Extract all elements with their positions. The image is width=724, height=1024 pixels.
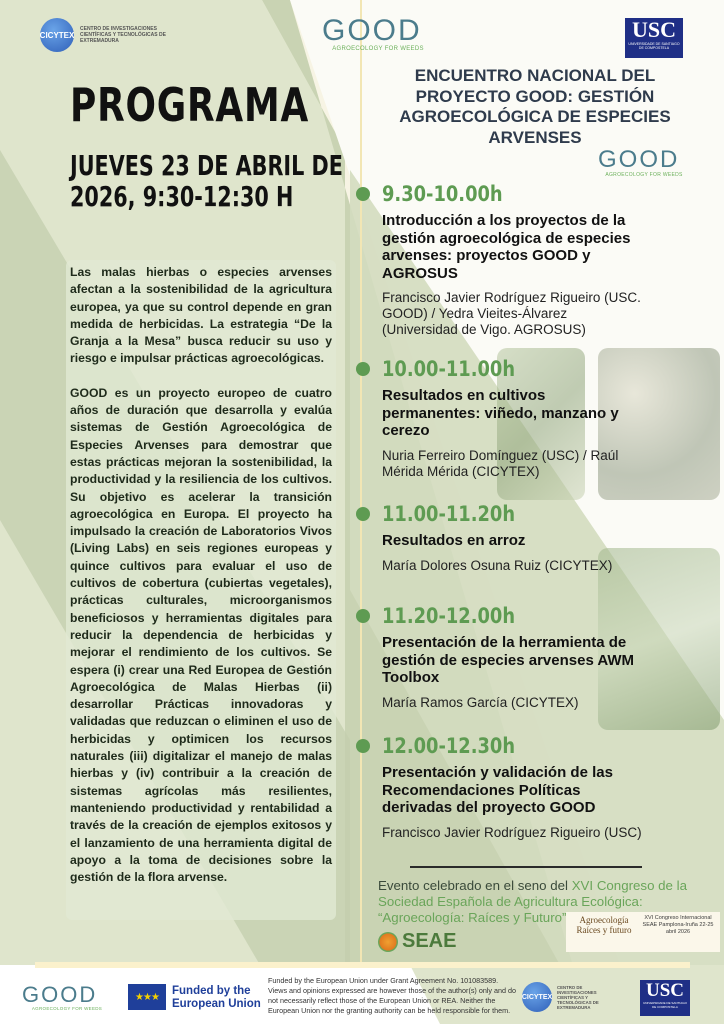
eu-disclaimer: Funded by the European Union under Grant Agreement No. 101083589. Views and opinions expressed are however those of the author(s) only and do not necessarily reflect those of the European Union or REA. Neither the European Union nor the granting authority can be held responsible for them. — [268, 976, 516, 1015]
usc-logo: USC UNIVERSIDADE DE SANTIAGO DE COMPOSTELA — [625, 18, 683, 58]
eu-funded-label: Funded by the European Union — [172, 985, 261, 1010]
timeline-dot-icon — [356, 187, 370, 201]
footer-usc-logo: USC UNIVERSIDADE DE SANTIAGO DE COMPOSTELA — [640, 980, 690, 1016]
schedule-item: 10.00-11.00h Resultados en cultivos permanentes: viñedo, manzano y cerezo Nuria Ferreiro Domínguez (USC) / Raúl Mérida Mérida (CICYTEX) — [382, 357, 642, 480]
congress-banner: Agroecología Raíces y futuro XVI Congreso Internacional SEAE Pamplona-Iruña 22-25 abril 2026 — [566, 912, 720, 952]
footer-good-logo: GOOD AGROECOLOGY FOR WEEDS — [22, 982, 103, 1011]
event-date: JUEVES 23 DE ABRIL DE 2026, 9:30-12:30 H — [70, 149, 343, 213]
good-logo: GOOD AGROECOLOGY FOR WEEDS — [322, 14, 424, 52]
schedule-item: 9.30-10.00h Introducción a los proyectos de la gestión agroecológica de especies arvenses: proyectos GOOD y AGROSUS Francisco Javier Rodríguez Rigueiro (USC. GOOD) / Yedra Vieites-Álvarez (Universidad de Vigo. AGROSUS) — [382, 182, 642, 338]
timeline-dot-icon — [356, 739, 370, 753]
intro-text-box — [66, 260, 336, 920]
footer-cicytex-logo: CICYTEX CENTRO DE INVESTIGACIONES CIENTÍFICAS Y TECNOLÓGICAS DE EXTREMADURA — [522, 982, 623, 1012]
schedule-item: 11.20-12.00h Presentación de la herramienta de gestión de especies arvenses AWM Toolbox María Ramos García (CICYTEX) — [382, 604, 642, 711]
seae-sun-icon — [378, 932, 398, 952]
timeline-dot-icon — [356, 362, 370, 376]
timeline-dot-icon — [356, 609, 370, 623]
good-logo-small: GOOD AGROECOLOGY FOR WEEDS — [598, 146, 683, 178]
congress-note: Evento celebrado en el seno del XVI Congreso de la Sociedad Española de Agricultura Ecológica: “Agroecología: Raíces y Futuro” — [378, 878, 687, 925]
cicytex-globe-icon: CICYTEX — [40, 18, 74, 52]
schedule-item: 12.00-12.30h Presentación y validación de las Recomendaciones Políticas derivadas del proyecto GOOD Francisco Javier Rodríguez Rigueiro (USC) — [382, 734, 642, 841]
programa-heading: PROGRAMA — [70, 78, 309, 132]
intro-paragraph: GOOD es un proyecto europeo de cuatro años de duración que desarrolla y evalúa sistemas de Gestión Agroecológica de Especies Arvenses para demostrar que estas prácticas mejoran la sostenibilidad, la productividad y la resiliencia de los cultivos. Su objetivo es acelerar la transición agroecológica en Europa. El proyecto ha impulsado la creación de Laboratorios Vivos (Living Labs) en seis regiones europeas y quince cultivos para evaluar el uso de cultivos de cobertura (cubiertas vegetales), prácticas culturales, microorganismos beneficiosos y herramientas digitales para reducir la dependencia de herbicidas y mejorar el rendimiento de los cultivos. Se espera (i) crear una Red Europea de Gestión Agroecológica de Malas Hierbas (ii) desarrollar Prácticas innovadoras y validadas que reduzcan o eliminen el uso de herbicidas y optimicen los recursos naturales (iii) digitalizar el manejo de malas hierbas y (iv) contribuir a la creación de sistemas agrícolas más resilientes, manteniendo productividad y rentabilidad a través de la creación de ejemplos exitosos y el lanzamiento de una herramienta digital de apoyo a la toma de decisiones sobre la gestión de la flora arvense. — [70, 385, 332, 885]
schedule-item: 11.00-11.20h Resultados en arroz María Dolores Osuna Ruiz (CICYTEX) — [382, 502, 642, 574]
timeline-dot-icon — [356, 507, 370, 521]
event-title: ENCUENTRO NACIONAL DEL PROYECTO GOOD: GESTIÓN AGROECOLÓGICA DE ESPECIES ARVENSES — [399, 66, 671, 147]
divider — [410, 866, 642, 868]
seae-logo: SEAE — [378, 930, 456, 953]
intro-paragraph: Las malas hierbas o especies arvenses afectan a la sostenibilidad de la agricultura europea, ya que su control depende en gran medida de herbicidas. La estrategia “De la Granja a la Mesa” busca reducir su uso y riesgo e impulsar prácticas agroecológicas. — [70, 265, 332, 366]
cicytex-logo: CICYTEX CENTRO DE INVESTIGACIONES CIENTÍFICAS Y TECNOLÓGICAS DE EXTREMADURA — [40, 18, 180, 52]
cicytex-globe-icon: CICYTEX — [522, 982, 552, 1012]
eu-flag-icon: ★★★ — [128, 984, 166, 1010]
